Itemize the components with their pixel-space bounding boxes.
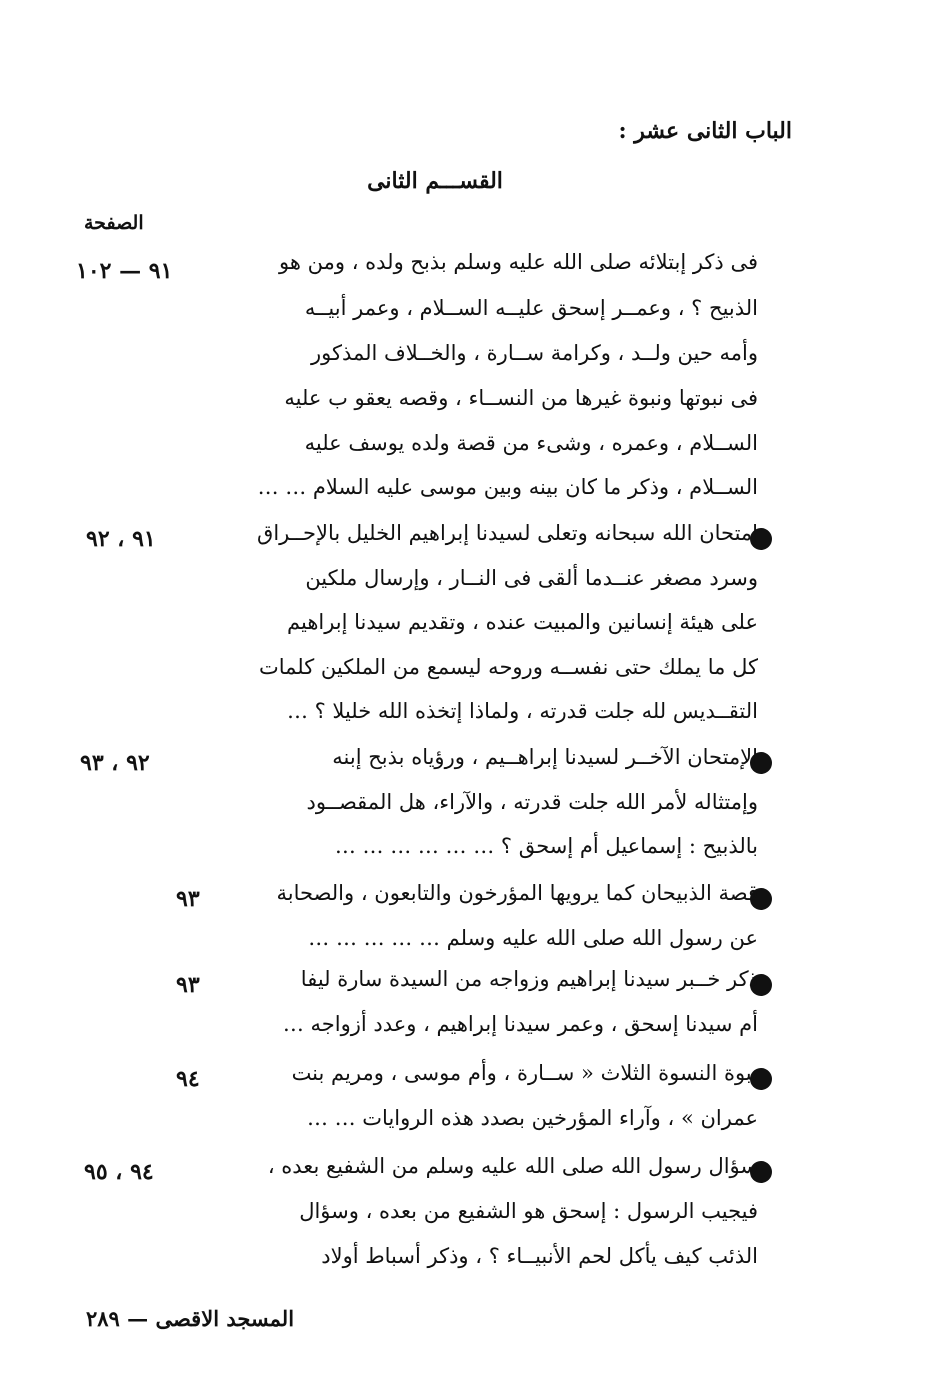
- entry-line: ذكر خــبر سيدنا إبراهيم وزواجه من السيدة سارة ليفا: [300, 967, 758, 991]
- entry-line: فى نبوتها ونبوة غيرها من النســاء ، وقصه يعقو ب عليه: [284, 386, 758, 410]
- section-title: القســـم الثانى: [367, 168, 503, 194]
- entry-line: فى ذكر إبتلائه صلى الله عليه وسلم بذبح ولده ، ومن هو: [279, 250, 758, 274]
- entry-line: الســلام ، وذكر ما كان بينه وبين موسى عليه السلام … …: [257, 475, 758, 499]
- page-reference: ٩٣: [176, 886, 200, 912]
- entry-line: وإمتثاله لأمر الله جلت قدرته ، والآراء، هل المقصــود: [306, 790, 758, 814]
- page-reference: ٩٤: [176, 1066, 200, 1092]
- entry-line: إمتحان الله سبحانه وتعلى لسيدنا إبراهيم الخليل بالإحــراق: [257, 521, 758, 545]
- entry-line: على هيئة إنسانين والمبيت عنده ، وتقديم سيدنا إبراهيم: [287, 610, 758, 634]
- entry-line: عمران » ، وآراء المؤرخين بصدد هذه الروايات … …: [306, 1106, 758, 1130]
- entry-line: فيجيب الرسول : إسحق هو الشفيع من بعده ، وسؤال: [299, 1199, 758, 1223]
- entry-line: عن رسول الله صلى الله عليه وسلم … … … … …: [308, 926, 758, 950]
- entry-line: وسرد مصغر عنــدما ألقى فى النــار ، وإرسال ملكين: [305, 566, 758, 590]
- page-reference: ٩٢ ، ٩٣: [80, 750, 150, 776]
- entry-line: الإمتحان الآخــر لسيدنا إبراهــيم ، ورؤياه بذبح إبنه: [332, 745, 758, 769]
- chapter-heading: الباب الثانى عشر :: [618, 118, 792, 144]
- entry-line: كل ما يملك حتى نفســه وروحه ليسمع من الملكين كلمات: [258, 655, 758, 679]
- entry-line: قصة الذبيحان كما يرويها المؤرخون والتابعون ، والصحابة: [276, 881, 758, 905]
- entry-line: الســلام ، وعمره ، وشىء من قصة ولده يوسف عليه: [304, 431, 758, 455]
- page-column-label: الصفحة: [84, 212, 144, 234]
- page-reference: ٩١ ، ٩٢: [86, 526, 156, 552]
- entry-line: التقــديس لله جلت قدرته ، ولماذا إتخذه الله خليلا ؟ …: [286, 699, 758, 723]
- page-reference: ٩٣: [176, 972, 200, 998]
- page-reference: ٩٤ ، ٩٥: [84, 1159, 154, 1185]
- page-reference: ٩١ — ١٠٢: [76, 258, 173, 284]
- entry-line: وأمه حين ولــد ، وكرامة ســارة ، والخــلاف المذكور: [310, 341, 758, 365]
- entry-line: سؤال رسول الله صلى الله عليه وسلم من الشفيع بعده ،: [267, 1154, 758, 1178]
- page-footer: المسجد الاقصى — ٢٨٩: [86, 1306, 295, 1331]
- entry-line: بالذبيح : إسماعيل أم إسحق ؟ … … … … … …: [334, 834, 758, 858]
- entry-line: الذبيح ؟ ، وعمــر إسحق عليــه الســلام ، وعمر أبيــه: [304, 296, 758, 320]
- entry-line: أم سيدنا إسحق ، وعمر سيدنا إبراهيم ، وعدد أزواجه …: [282, 1012, 758, 1036]
- entry-line: نبوة النسوة الثلاث « ســارة ، وأم موسى ، ومريم بنت: [291, 1061, 758, 1085]
- entry-line: الذئب كيف يأكل لحم الأنبيــاء ؟ ، وذكر أسباط أولاد: [321, 1244, 758, 1268]
